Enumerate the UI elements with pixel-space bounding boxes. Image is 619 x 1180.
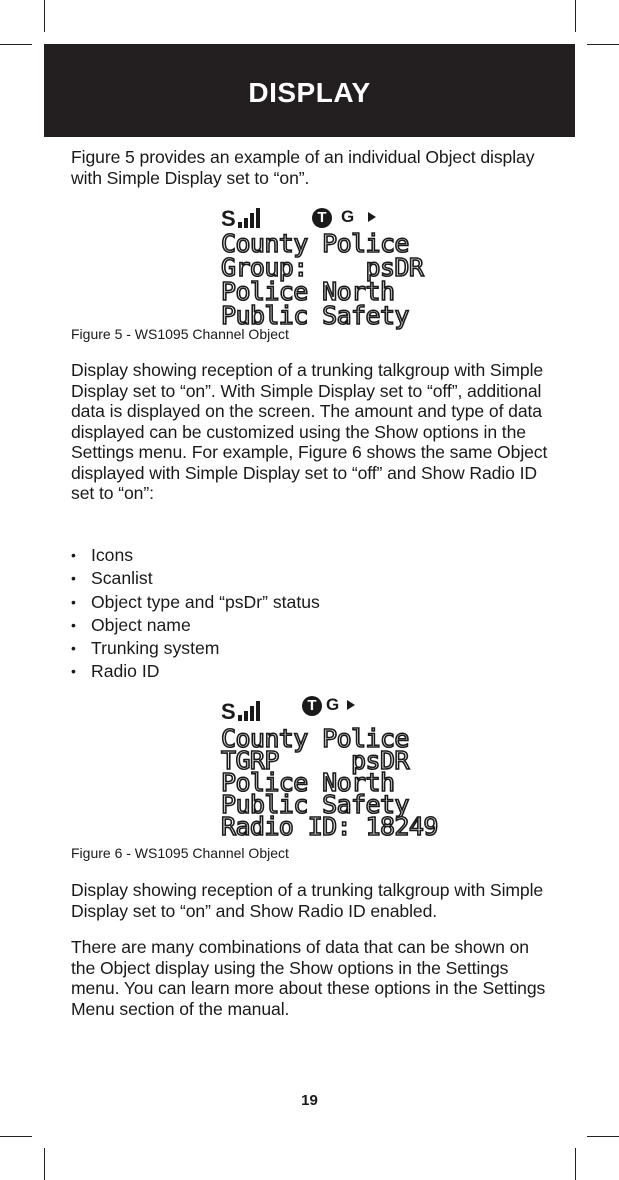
list-item: • Object name xyxy=(71,614,320,637)
signal-bars-icon xyxy=(238,208,262,228)
intro-paragraph: Figure 5 provides an example of an individual Object display with Simple Display set to “on”. xyxy=(71,147,535,188)
crop-mark xyxy=(44,1148,45,1180)
signal-bar xyxy=(244,218,248,228)
signal-bar xyxy=(256,208,260,228)
shown-items-list xyxy=(71,544,320,684)
play-icon xyxy=(368,212,376,222)
signal-bar xyxy=(256,701,260,721)
crop-mark xyxy=(575,1148,576,1180)
lcd-line: TGRP psDR xyxy=(221,746,409,775)
bullet: • xyxy=(71,547,76,563)
signal-bar xyxy=(244,711,248,721)
list-item: • Object type and “psDr” status xyxy=(71,591,320,614)
lcd-line: Group: psDR xyxy=(221,253,424,282)
page-title: DISPLAY xyxy=(248,76,371,108)
trunk-badge-icon: T xyxy=(312,208,332,228)
list-item: • Scanlist xyxy=(71,567,320,590)
crop-mark xyxy=(0,44,32,45)
figure-6-description: Display showing reception of a trunking talkgroup with Simple Display set to “on” and Show Radio ID enabled. xyxy=(71,880,544,921)
bullet: • xyxy=(71,593,76,610)
bullet: • xyxy=(71,570,76,587)
signal-letter: S xyxy=(221,699,236,724)
signal-bar xyxy=(250,706,254,721)
figure-5-caption: Figure 5 - WS1095 Channel Object xyxy=(71,326,289,342)
trunk-badge-icon: T xyxy=(302,696,322,716)
signal-bar xyxy=(250,213,254,228)
signal-indicator xyxy=(221,208,262,230)
lcd-line: Police North xyxy=(221,768,395,797)
list-item: • Radio ID xyxy=(71,660,320,683)
play-icon xyxy=(347,700,355,710)
group-letter: G xyxy=(341,207,355,226)
lcd-line: Public Safety xyxy=(221,790,409,819)
signal-bar xyxy=(238,222,242,228)
lcd-line: Public Safety xyxy=(221,301,409,330)
figure-5-description: Display showing reception of a trunking talkgroup with Simple Display set to “on”. With Simple Display set to “off”, additional data is displayed on the screen. The amount and type of data displayed can be customized using the Show options in the Settings menu. For example, Figure 6 shows the same Object displayed with Simple Display set to “off” and Show Radio ID set to “on”: xyxy=(71,360,548,503)
crop-mark xyxy=(0,1136,32,1137)
lcd-line: Radio ID: 18249 xyxy=(221,812,438,841)
lcd-line: County Police xyxy=(221,724,409,753)
lcd-line: Police North xyxy=(221,277,395,306)
signal-bars-icon xyxy=(238,701,262,721)
figure-6-caption: Figure 6 - WS1095 Channel Object xyxy=(71,845,289,861)
crop-mark xyxy=(587,1136,619,1137)
bullet: • xyxy=(71,663,76,680)
list-item: • Icons xyxy=(71,544,320,567)
list-item: • Trunking system xyxy=(71,637,320,660)
signal-letter: S xyxy=(221,206,236,231)
group-letter: G xyxy=(326,695,340,714)
page-number: 19 xyxy=(301,1092,318,1109)
bullet: • xyxy=(71,616,76,633)
crop-mark xyxy=(44,0,45,32)
signal-indicator xyxy=(221,701,262,723)
crop-mark xyxy=(575,0,576,32)
lcd-line: County Police xyxy=(221,229,409,258)
bullet: • xyxy=(71,640,76,657)
crop-mark xyxy=(587,44,619,45)
section-header xyxy=(44,44,575,137)
signal-bar xyxy=(238,715,242,721)
closing-paragraph: There are many combinations of data that can be shown on the Object display using the Show options in the Settings menu. You can learn more about these options in the Settings Menu section of the manual. xyxy=(71,937,546,1019)
